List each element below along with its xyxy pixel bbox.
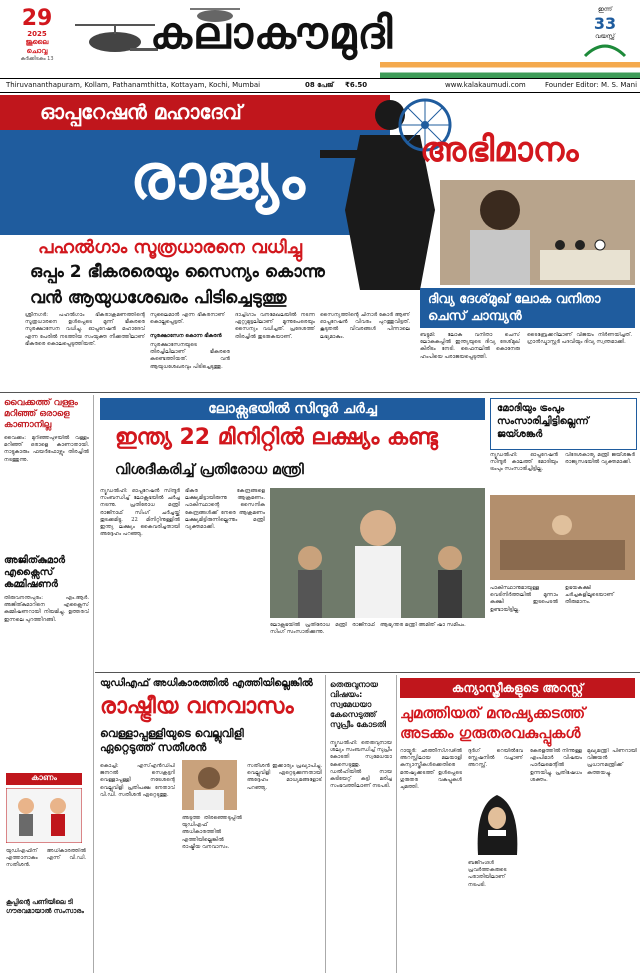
anniv-bottom: വയസ്സ് [595,33,615,40]
page-count: 08 പേജ് [305,81,334,89]
lead-body-col4: ദാച്ചിഗാം വനമേഖലയിൽ നടന്ന ഏറ്റുമുട്ടലിലാണ് മൂന്നുപേരെയും സൈന്യം വധിച്ചത്. പ്രദേശത്ത് തിരച്ചിൽ തുടരുകയാണ്. [235,312,315,340]
edition-tag: കർക്കിടകം 13 [20,56,54,62]
lead-headline-2: ഒപ്പം 2 ഭീകരരെയും സൈന്യം കൊന്നു [30,262,325,282]
right-box-body-2: വിദേശകാര്യ മന്ത്രി ജയ്ശങ്കർ രാജ്യസഭയിൽ വ്യക്തമാക്കി. [565,452,635,466]
date-day: 29 [21,6,53,31]
left-story-2-body: തിരുവനന്തപുരം: എം.ആർ. അജിത്കുമാറിനെ എക്സൈസ് കമ്മിഷണറായി നിയമിച്ചു. ഉത്തരവ് ഇന്നലെ പുറത്തിറങ്ങി. [4,595,89,623]
nuns-headline: ചുമത്തിയത് മനുഷ്യക്കടത്ത് അടക്കം ഗുരുതരവകുപ്പുകൾ [400,704,586,742]
nuns-body-col2: ദുർഗ് റെയിൽവേ സ്റ്റേഷനിൽ വച്ചാണ് അറസ്റ്റ്. [468,748,523,769]
column-rule-right [396,675,397,973]
nun-portrait-icon [470,790,525,855]
udf-subhead: വെള്ളാപ്പള്ളിയുടെ വെല്ലുവിളി ഏറ്റെടുത്ത് സതീശൻ [100,727,244,754]
date-weekday: ചൊവ്വ [26,47,48,55]
date-month: ജൂലൈ [25,38,49,46]
right-box [490,398,637,450]
jaishankar-photo [490,495,635,580]
udf-body-col1: കൊച്ചി: എസ്എൻഡിപി ജനറൽ സെക്രട്ടറി വെള്ളാപ്പള്ളി നടേശന്റെ വെല്ലുവിളി പ്രതിപക്ഷ നേതാവ് വി.ഡി. സതീശൻ ഏറ്റെടുത്തു. [100,763,175,798]
anniv-top: ഇന്ന് [598,6,612,13]
price: ₹6.50 [345,81,368,89]
right-box-body-4: ഉഭയകക്ഷി ചർച്ചകളിലൂടെയാണ് തീരുമാനം. [565,585,614,606]
lower-divider [95,672,640,673]
portrait-icon [182,760,237,810]
middle-subhead: വിശദീകരിച്ച് പ്രതിരോധ മന്ത്രി [115,462,304,478]
nuns-banner: കന്യാസ്ത്രീകളുടെ അറസ്റ്റ് [400,678,635,698]
cartoon-icon [6,788,82,843]
lead-headline-1: പഹൽഗാം സൂത്രധാരനെ വധിച്ചു [38,237,303,258]
left-story-3-title: കൂപ്പിന്റെ പണിയിലെ ടി ഗൗരവമായാൽ സംസാരം [6,898,84,915]
lead-body-col5: സൈന്യത്തിന്റെ ചിനാർ കോർ ആണ് ഓപ്പറേഷൻ വിവരം പുറത്തുവിട്ടത്. കൂടുതൽ വിവരങ്ങൾ പിന്നാലെ ലഭ്യമാകും. [320,312,410,340]
lead-right-title: അഭിമാനം [420,130,579,170]
speaker-figure-icon [270,488,485,618]
school-body: ന്യൂഡൽഹി: തെരുവുനായ ശല്യം സംബന്ധിച്ച് സുപ്രീം കോടതി സ്വമേധയാ കേസെടുത്തു. ഡൽഹിയിൽ നായ കടിയേറ്റ് കുട്ടി മരിച്ച സംഭവത്തിലാണ് നടപടി. [330,740,392,790]
lead-title: രാജ്യം [130,140,305,213]
helicopter-icon [70,4,160,74]
column-rule-left [93,395,94,973]
left-story-2-title: അജിത്കുമാർ എക്സൈസ് കമ്മിഷണർ [4,555,66,590]
middle-body-col2: ഭീകര കേന്ദ്രങ്ങളെ ലക്ഷ്യമിട്ടായിരുന്നു ആക്രമണം. പാകിസ്ഥാന്റെ സൈനിക കേന്ദ്രങ്ങൾക്ക് നേരെ ആക്രമണം ലക്ഷ്യമിട്ടിരുന്നില്ലെന്നും മന്ത്രി വ്യക്തമാക്കി. [185,488,265,531]
chess-caption: ദിവ്യ ദേശ്‌മുഖ് ലോക വനിതാ ചെസ് ചാമ്പ്യൻ [420,288,635,328]
date-year: 2025 [27,30,47,38]
middle-headline: ഇന്ത്യ 22 മിനിറ്റിൽ ലക്ഷ്യം കണ്ടു [115,425,438,450]
lead-headline-3: വൻ ആയുധശേഖരം പിടിച്ചെടുത്തു [30,288,287,308]
masthead-title: കലാകൗമുദി [150,8,394,59]
kaanam-body: യുഡിഎഫിന് അധികാരത്തിൽ എത്താനാകും എന്ന് വി.ഡി. സതീശൻ. [6,848,86,869]
left-story-1-body: വൈക്കം: മുറിഞ്ഞപുഴയിൽ വള്ളം മറിഞ്ഞ് ഒരാളെ കാണാതായി. നാട്ടുകാരും ഫയർഫോഴ്സും തിരച്ചിൽ നടത്തുന്നു. [4,435,89,463]
chess-pieces-icon [440,180,635,285]
nuns-body-col4: കേരളത്തിൽ നിന്നുള്ള എംപിമാർ വിഷയം പാർലമെന്റിൽ ഉന്നയിച്ചു. പ്രതിഷേധം ശക്തം. [530,748,582,783]
date-block [6,8,68,62]
lead-body-col1: ശ്രീനഗർ: പഹൽഗാം ഭീകരാക്രമണത്തിന്റെ സൂത്രധാരനെ ഉൾപ്പെടെ മൂന്ന് ഭീകരരെ സുരക്ഷാസേന വധിച്ചു. ഓപ്പറേഷൻ മഹാദേവ് എന്ന പേരിൽ നടത്തിയ സംയുക്ത നീക്കത്തിലാണ് ഭീകരരെ കൊലപ്പെടുത്തിയത്. [25,312,145,347]
school-title: തെരുവുനായ വിഷയം: സ്വമേധയാ കേസെടുത്ത് സുപ്രീം കോടതി [330,680,386,729]
left-story-1-title: വൈക്കത്ത് വള്ളം മറിഞ്ഞ് ഒരാളെ കാണാനില്ല [4,398,78,430]
left-story-2 [4,555,89,755]
lead-body-col2: സുലൈമാൻ എന്ന ഭീകരനാണ് കൊല്ലപ്പെട്ടത്. [150,312,225,326]
right-box-body-3: പാകിസ്ഥാനുമായുള്ള വെടിനിർത്തലിൽ മൂന്നാം കക്ഷി ഇടപെടൽ ഉണ്ടായിട്ടില്ല. [490,585,558,613]
parliament-photo [270,488,485,618]
kaanam-label: കാണം [6,773,82,785]
leaf-icon [580,41,630,59]
anniv-number: 33 [593,14,617,33]
city-list: Thiruvananthapuram, Kollam, Pathanamthitta, Kottayam, Kochi, Mumbai [6,81,261,89]
lead-kicker: ഓപ്പറേഷൻ മഹാദേവ് [40,100,242,124]
right-box-title: മോദിയും ട്രംപും സംസാരിച്ചിട്ടില്ലെന്ന് ജയ്ശങ്കർ [497,403,589,440]
lead-body-col3: സുരക്ഷാസേനയുടെ തിരച്ചിലിലാണ് ഭീകരരെ കണ്ടെത്തിയത്. വൻ ആയുധശേഖരവും പിടിച്ചെടുത്തു. [150,342,230,370]
chess-body-col2: ടൈബ്രേക്കറിലാണ് വിജയം നിർണയിച്ചത്. ഗ്രാൻഡ്മാസ്റ്റർ പദവിയും ദിവ്യ സ്വന്തമാക്കി. [527,332,632,346]
website: www.kalakaumudi.com [445,81,526,89]
right-box-body-1: ന്യൂഡൽഹി: ഓപ്പറേഷൻ സിന്ദൂർ കാലത്ത് മോദിയും ട്രംപും സംസാരിച്ചിട്ടില്ല. [490,452,558,473]
nuns-body-col5: മുഖ്യമന്ത്രി പിണറായി വിജയൻ പ്രധാനമന്ത്രിക്ക് കത്തയച്ചു. [587,748,637,776]
chess-body-col1: ബട്ടുമി: ലോക വനിതാ ചെസ് ലോകകപ്പിൽ ഇന്ത്യയുടെ ദിവ്യ ദേശ്‌മുഖ് കിരീടം നേടി. ഫൈനലിൽ കൊനേരു ഹംപിയെ പരാജയപ്പെടുത്തി. [420,332,520,360]
udf-strap: യുഡിഎഫ് അധികാരത്തിൽ എത്തിയില്ലെങ്കിൽ [100,678,313,689]
section-divider [0,392,640,393]
nuns-body-col1: റായ്പൂർ: ഛത്തീസ്ഗഢിൽ അറസ്റ്റിലായ മലയാളി കന്യാസ്ത്രീകൾക്കെതിരെ മനുഷ്യക്കടത്ത് ഉൾപ്പെടെ ഗുരുതര വകുപ്പുകൾ ചുമത്തി. [400,748,462,791]
chess-player-photo [440,180,635,285]
tricolor-band [380,62,640,78]
middle-banner: ലോക്സഭയിൽ സിന്ദൂർ ചർച്ച [100,398,485,420]
udf-body-col2: അടുത്ത തിരഞ്ഞെടുപ്പിൽ യുഡിഎഫ് അധികാരത്തിൽ എത്തിയില്ലെങ്കിൽ രാഷ്ട്രീയ വനവാസം. [182,815,242,850]
middle-body-col1: ന്യൂഡൽഹി: ഓപ്പറേഷൻ സിന്ദൂർ സംബന്ധിച്ച് ലോക്സഭയിൽ ചർച്ച നടന്നു. പ്രതിരോധ മന്ത്രി രാജ്നാഥ് സിംഗ് ചർച്ചയ്ക്ക് തുടക്കമിട്ടു. 22 മിനിറ്റിനുള്ളിൽ ഇന്ത്യ ലക്ഷ്യം കൈവരിച്ചതായി അദ്ദേഹം പറഞ്ഞു. [100,488,180,538]
founder-line: Founder Editor: M. S. Mani [545,81,638,89]
photo-caption-1: ലോക്സഭയിൽ പ്രതിരോധ മന്ത്രി രാജ്നാഥ് സിംഗ് സംസാരിക്കുന്നു. [270,622,375,636]
udf-body-col3: സതീശൻ ഇക്കാര്യം പ്രഖ്യാപിച്ചു. വെല്ലുവിളി ഏറ്റെടുക്കുന്നതായി അദ്ദേഹം മാധ്യമങ്ങളോട് പറഞ്ഞു. [247,763,322,791]
left-story-1 [4,398,89,535]
udf-headline: രാഷ്ട്രീയ വനവാസം [100,694,294,719]
nuns-body-col3: ബജ്റംഗ്ദൾ പ്രവർത്തകരുടെ പരാതിയിലാണ് നടപടി. [468,860,507,888]
lead-sub-label: സുരക്ഷാസേന കൊന്ന ഭീകരൻ [150,333,222,339]
column-rule-mid [325,675,326,973]
photo-caption-2: ആഭ്യന്തര മന്ത്രി അമിത് ഷാ സമീപം. [380,622,466,628]
parliament-hall-icon [490,495,635,580]
satheesan-photo [182,760,237,810]
